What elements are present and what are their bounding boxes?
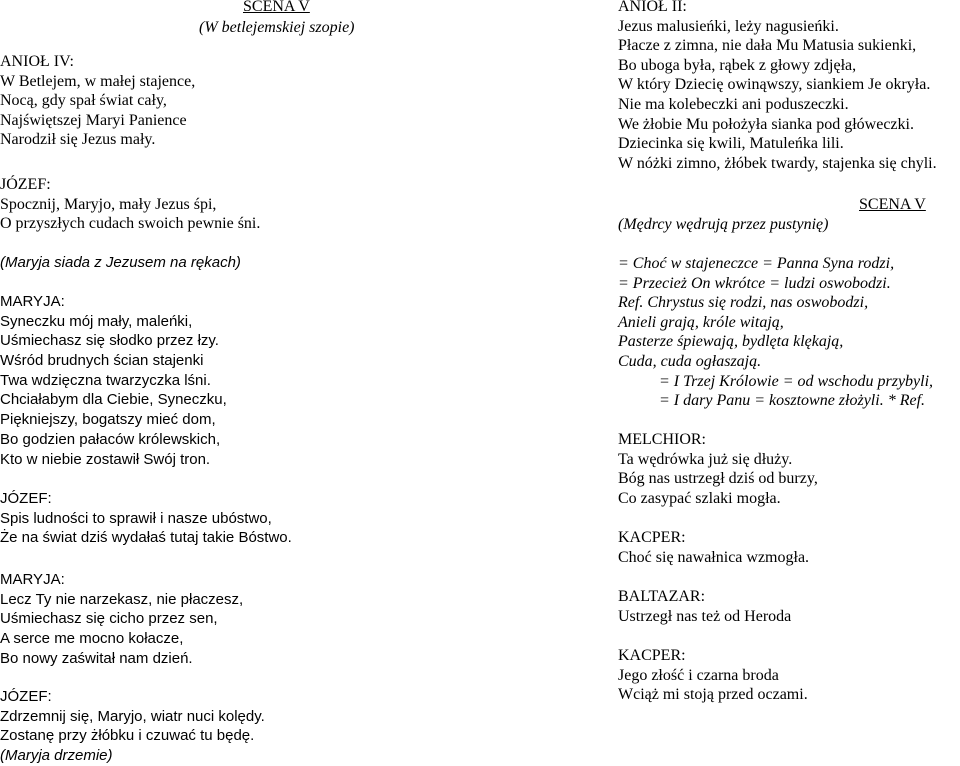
stage-direction-2: (Maryja drzemie) xyxy=(0,747,113,765)
verse-line: We żłobie Mu położyła sianka pod główeczki. xyxy=(618,115,914,133)
verse-line: Płacze z zimna, nie dała Mu Matusia sukienki, xyxy=(618,37,917,55)
verse-line: Uśmiechasz się słodko przez łzy. xyxy=(0,332,219,350)
speaker-label: KACPER: xyxy=(618,529,686,546)
verse-line: Dziecinka się kwili, Matuleńka lili. xyxy=(618,135,844,153)
speech-aniol-ii xyxy=(618,0,937,173)
speech-baltazar xyxy=(618,587,791,626)
verse-line: Bo godzien pałaców królewskich, xyxy=(0,430,221,448)
verse-line: Najświętszej Maryi Panience xyxy=(0,111,187,129)
verse-line: Co zasypać szlaki mogła. xyxy=(618,489,781,507)
verse-line: W Betlejem, w małej stajence, xyxy=(0,72,196,90)
carol-verse xyxy=(618,254,933,411)
speaker-label: JÓZEF: xyxy=(0,176,51,193)
verse-line: Wciąż mi stoją przed oczami. xyxy=(618,686,808,704)
speaker-label: ANIOŁ II: xyxy=(618,0,687,15)
carol-line: Ref. Chrystus się rodzi, nas oswobodzi, xyxy=(618,294,869,312)
verse-line: O przyszłych cudach swoich pewnie śni. xyxy=(0,215,261,233)
scene-subtitle-right: (Mędrcy wędrują przez pustynię) xyxy=(618,216,829,233)
verse-line: Narodził się Jezus mały. xyxy=(0,131,156,149)
speech-aniol-iv xyxy=(0,52,195,150)
speaker-label: MARYJA: xyxy=(0,571,65,588)
speech-kacper-1 xyxy=(618,528,809,567)
speaker-label: BALTAZAR: xyxy=(618,588,706,605)
carol-line: = I dary Panu = kosztowne złożyli. * Ref. xyxy=(659,392,926,410)
verse-line: Twa wdzięczna twarzyczka lśni. xyxy=(0,371,211,389)
verse-line: Chciałabym dla Ciebie, Syneczku, xyxy=(0,391,227,409)
speech-maryja-2 xyxy=(0,570,243,668)
verse-line: Bóg nas ustrzegł dziś od burzy, xyxy=(618,470,818,488)
verse-line: Lecz Ty nie narzekasz, nie płaczesz, xyxy=(0,590,244,608)
speaker-label: MARYJA: xyxy=(0,293,65,310)
speech-jozef-2 xyxy=(0,489,292,548)
verse-line: A serce me mocno kołacze, xyxy=(0,630,184,648)
speaker-label: KACPER: xyxy=(618,647,686,664)
carol-line: Anieli grają, króle witają, xyxy=(618,313,784,331)
carol-line: = Choć w stajeneczce = Panna Syna rodzi, xyxy=(618,255,895,272)
scene-title-left: SCENA V xyxy=(243,0,310,15)
verse-line: Spocznij, Maryjo, mały Jezus śpi, xyxy=(0,195,217,213)
verse-line: Kto w niebie zostawił Swój tron. xyxy=(0,450,211,468)
verse-line: W który Dziecię owinąwszy, siankiem Je okryła. xyxy=(618,76,931,94)
speech-jozef-1 xyxy=(0,175,260,234)
verse-line: Choć się nawałnica wzmogła. xyxy=(618,548,810,566)
verse-line: Jezus malusieńki, leży nagusieńki. xyxy=(618,17,839,35)
speaker-label: ANIOŁ IV: xyxy=(0,53,74,70)
carol-line: Cuda, cuda ogłaszają. xyxy=(618,352,762,370)
scene-subtitle-left: (W betlejemskiej szopie) xyxy=(199,19,355,36)
verse-line: Nocą, gdy spał świat cały, xyxy=(0,92,167,110)
verse-line: Syneczku mój mały, maleńki, xyxy=(0,312,193,330)
speaker-label: MELCHIOR: xyxy=(618,431,706,448)
speech-melchior xyxy=(618,430,818,508)
verse-line: Ta wędrówka już się dłuży. xyxy=(618,450,793,468)
verse-line: Ustrzegł nas też od Heroda xyxy=(618,607,792,625)
verse-line: Nie ma kolebeczki ani poduszeczki. xyxy=(618,95,849,113)
speech-maryja-1 xyxy=(0,292,227,469)
speaker-label: JÓZEF: xyxy=(0,688,52,705)
carol-line: Pasterze śpiewają, bydlęta klękają, xyxy=(618,333,844,351)
speaker-label: JÓZEF: xyxy=(0,490,52,507)
verse-line: Jego złość i czarna broda xyxy=(618,666,779,684)
verse-line: W nóżki zimno, żłóbek twardy, stajenka się chyli. xyxy=(618,154,937,172)
verse-line: Spis ludności to sprawił i nasze ubóstwo, xyxy=(0,509,272,527)
carol-line: = I Trzej Królowie = od wschodu przybyli, xyxy=(659,372,934,390)
verse-line: Wśród brudnych ścian stajenki xyxy=(0,352,204,370)
speech-kacper-2 xyxy=(618,646,808,705)
carol-line: = Przecież On wkrótce = ludzi oswobodzi. xyxy=(618,274,891,292)
speech-jozef-3 xyxy=(0,687,265,766)
verse-line: Piękniejszy, bogatszy mieć dom, xyxy=(0,411,216,429)
verse-line: Zostanę przy żłóbku i czuwać tu będę. xyxy=(0,727,255,745)
verse-line: Zdrzemnij się, Maryjo, wiatr nuci kolędy. xyxy=(0,707,265,725)
stage-direction-1: (Maryja siada z Jezusem na rękach) xyxy=(0,254,241,271)
verse-line: Że na świat dziś wydałaś tutaj takie Bóstwo. xyxy=(0,529,292,547)
verse-line: Bo nowy zaświtał nam dzień. xyxy=(0,649,193,667)
verse-line: Uśmiechasz się cicho przez sen, xyxy=(0,610,218,628)
verse-line: Bo uboga była, rąbek z głowy zdjęła, xyxy=(618,56,857,74)
scene-title-right: SCENA V xyxy=(859,196,926,213)
